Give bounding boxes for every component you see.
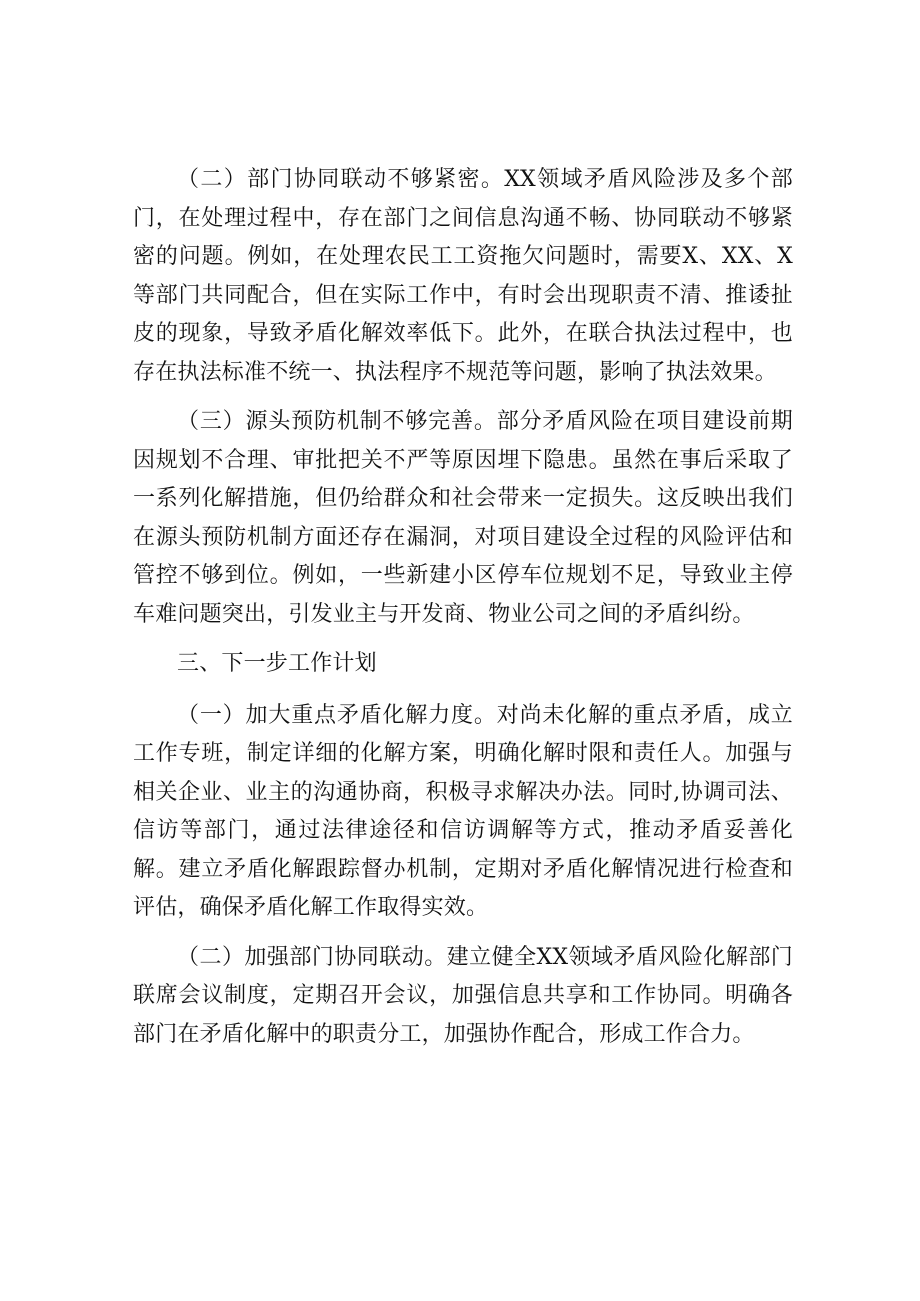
paragraph-strengthen-coordination: （二）加强部门协同联动。建立健全XX领域矛盾风险化解部门联席会议制度，定期召开会议，加强信息共享和工作协同。明确各部门在矛盾化解中的职责分工，加强协作配合，形成工作合力。 <box>133 944 793 1047</box>
paragraph-source-prevention-issue: （三）源头预防机制不够完善。部分矛盾风险在项目建设前期因规划不合理、审批把关不严等原因埋下隐患。虽然在事后采取了一系列化解措施，但仍给群众和社会带来一定损失。这反映出我们在源头预防机制方面还存在漏洞，对项目建设全过程的风险评估和管控不够到位。例如，一些新建小区停车位规划不足，导致业主停车难问题突出，引发业主与开发商、物业公司之间的矛盾纠纷。 <box>133 409 793 627</box>
paragraph-key-conflict-resolution: （一）加大重点矛盾化解力度。对尚未化解的重点矛盾，成立工作专班，制定详细的化解方案，明确化解时限和责任人。加强与相关企业、业主的沟通协商，积极寻求解决办法。同时,协调司法、信访等部门，通过法律途径和信访调解等方式，推动矛盾妥善化解。建立矛盾化解跟踪督办机制，定期对矛盾化解情况进行检查和评估，确保矛盾化解工作取得实效。 <box>133 702 793 920</box>
document-body <box>133 161 793 1054</box>
paragraph-department-coordination-issue: （二）部门协同联动不够紧密。XX领域矛盾风险涉及多个部门，在处理过程中，存在部门之间信息沟通不畅、协同联动不够紧密的问题。例如，在处理农民工工资拖欠问题时，需要X、XX、X等部门共同配合，但在实际工作中，有时会出现职责不清、推诿扯皮的现象，导致矛盾化解效率低下。此外，在联合执法过程中，也存在执法标准不统一、执法程序不规范等问题，影响了执法效果。 <box>133 167 793 385</box>
section-heading-next-steps: 三、下一步工作计划 <box>177 651 377 676</box>
